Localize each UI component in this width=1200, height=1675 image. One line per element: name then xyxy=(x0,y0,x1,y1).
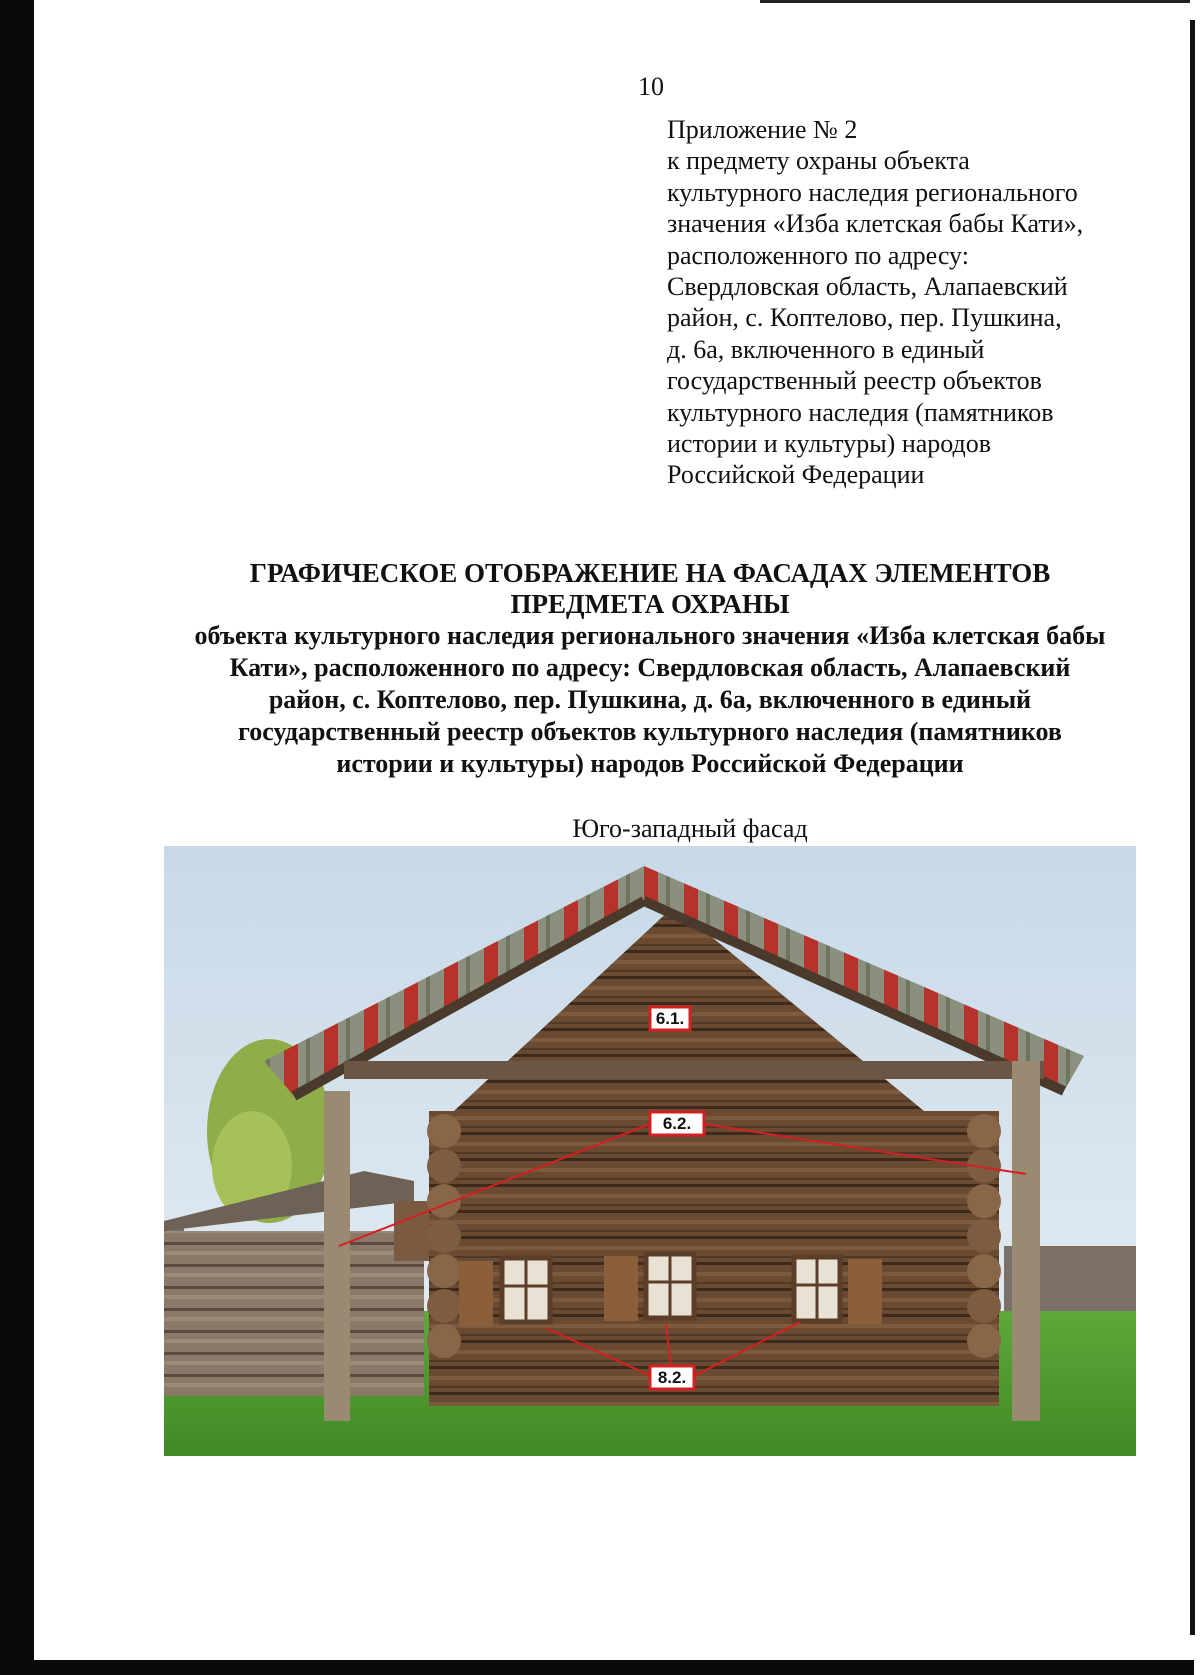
subtitle-line: район, с. Коптелово, пер. Пушкина, д. 6а, включенного в единый xyxy=(268,685,1032,714)
appendix-line: значения «Изба клетская бабы Кати», xyxy=(667,209,1084,239)
scan-right-edge xyxy=(1190,20,1195,1635)
appendix-line: государственный реестр объектов xyxy=(667,366,1042,396)
facade-photo xyxy=(164,846,1136,1456)
porch-post-left xyxy=(324,1091,350,1421)
window-center xyxy=(604,1254,694,1321)
facade-caption: Юго-западный фасад xyxy=(572,814,808,843)
appendix-line: Российской Федерации xyxy=(667,460,925,490)
appendix-line: к предмету охраны объекта xyxy=(667,146,970,176)
title-line: ГРАФИЧЕСКОЕ ОТОБРАЖЕНИЕ НА ФАСАДАХ ЭЛЕМЕНТОВ xyxy=(249,558,1051,588)
window-left xyxy=(459,1258,550,1326)
appendix-line: культурного наследия регионального xyxy=(667,177,1078,207)
document-heading xyxy=(150,558,1150,780)
subtitle-line: Кати», расположенного по адресу: Свердловская область, Алапаевский xyxy=(229,653,1071,682)
subtitle-line: объекта культурного наследия регионального значения «Изба клетская бабы xyxy=(194,621,1106,650)
marker-6-1: 6.1. xyxy=(655,1009,685,1028)
house-illustration xyxy=(164,846,1136,1456)
marker-6-2: 6.2. xyxy=(662,1114,692,1133)
window-right xyxy=(794,1257,882,1324)
roof-beam xyxy=(344,1061,1044,1079)
title-line: ПРЕДМЕТА ОХРАНЫ xyxy=(510,589,790,619)
porch-post-right xyxy=(1012,1061,1040,1421)
scan-bottom-border xyxy=(34,1660,1194,1675)
appendix-line: Приложение № 2 xyxy=(667,115,858,144)
annex-wall xyxy=(164,1231,424,1396)
page-number: 10 xyxy=(638,72,664,101)
subtitle-line: государственный реестр объектов культурного наследия (памятников xyxy=(238,717,1062,746)
subtitle-line: истории и культуры) народов Российской Федерации xyxy=(336,749,964,778)
appendix-line: расположенного по адресу: xyxy=(667,240,969,270)
appendix-line: культурного наследия (памятников xyxy=(667,397,1054,427)
appendix-note xyxy=(667,114,1137,491)
appendix-line: истории и культуры) народов xyxy=(667,429,992,459)
appendix-line: д. 6а, включенного в единый xyxy=(667,334,985,364)
appendix-line: Свердловская область, Алапаевский xyxy=(667,272,1068,302)
marker-8-2: 8.2. xyxy=(657,1368,687,1387)
appendix-line: район, с. Коптелово, пер. Пушкина, xyxy=(667,303,1062,333)
scan-top-edge xyxy=(760,0,1200,3)
scan-left-border xyxy=(0,0,34,1675)
